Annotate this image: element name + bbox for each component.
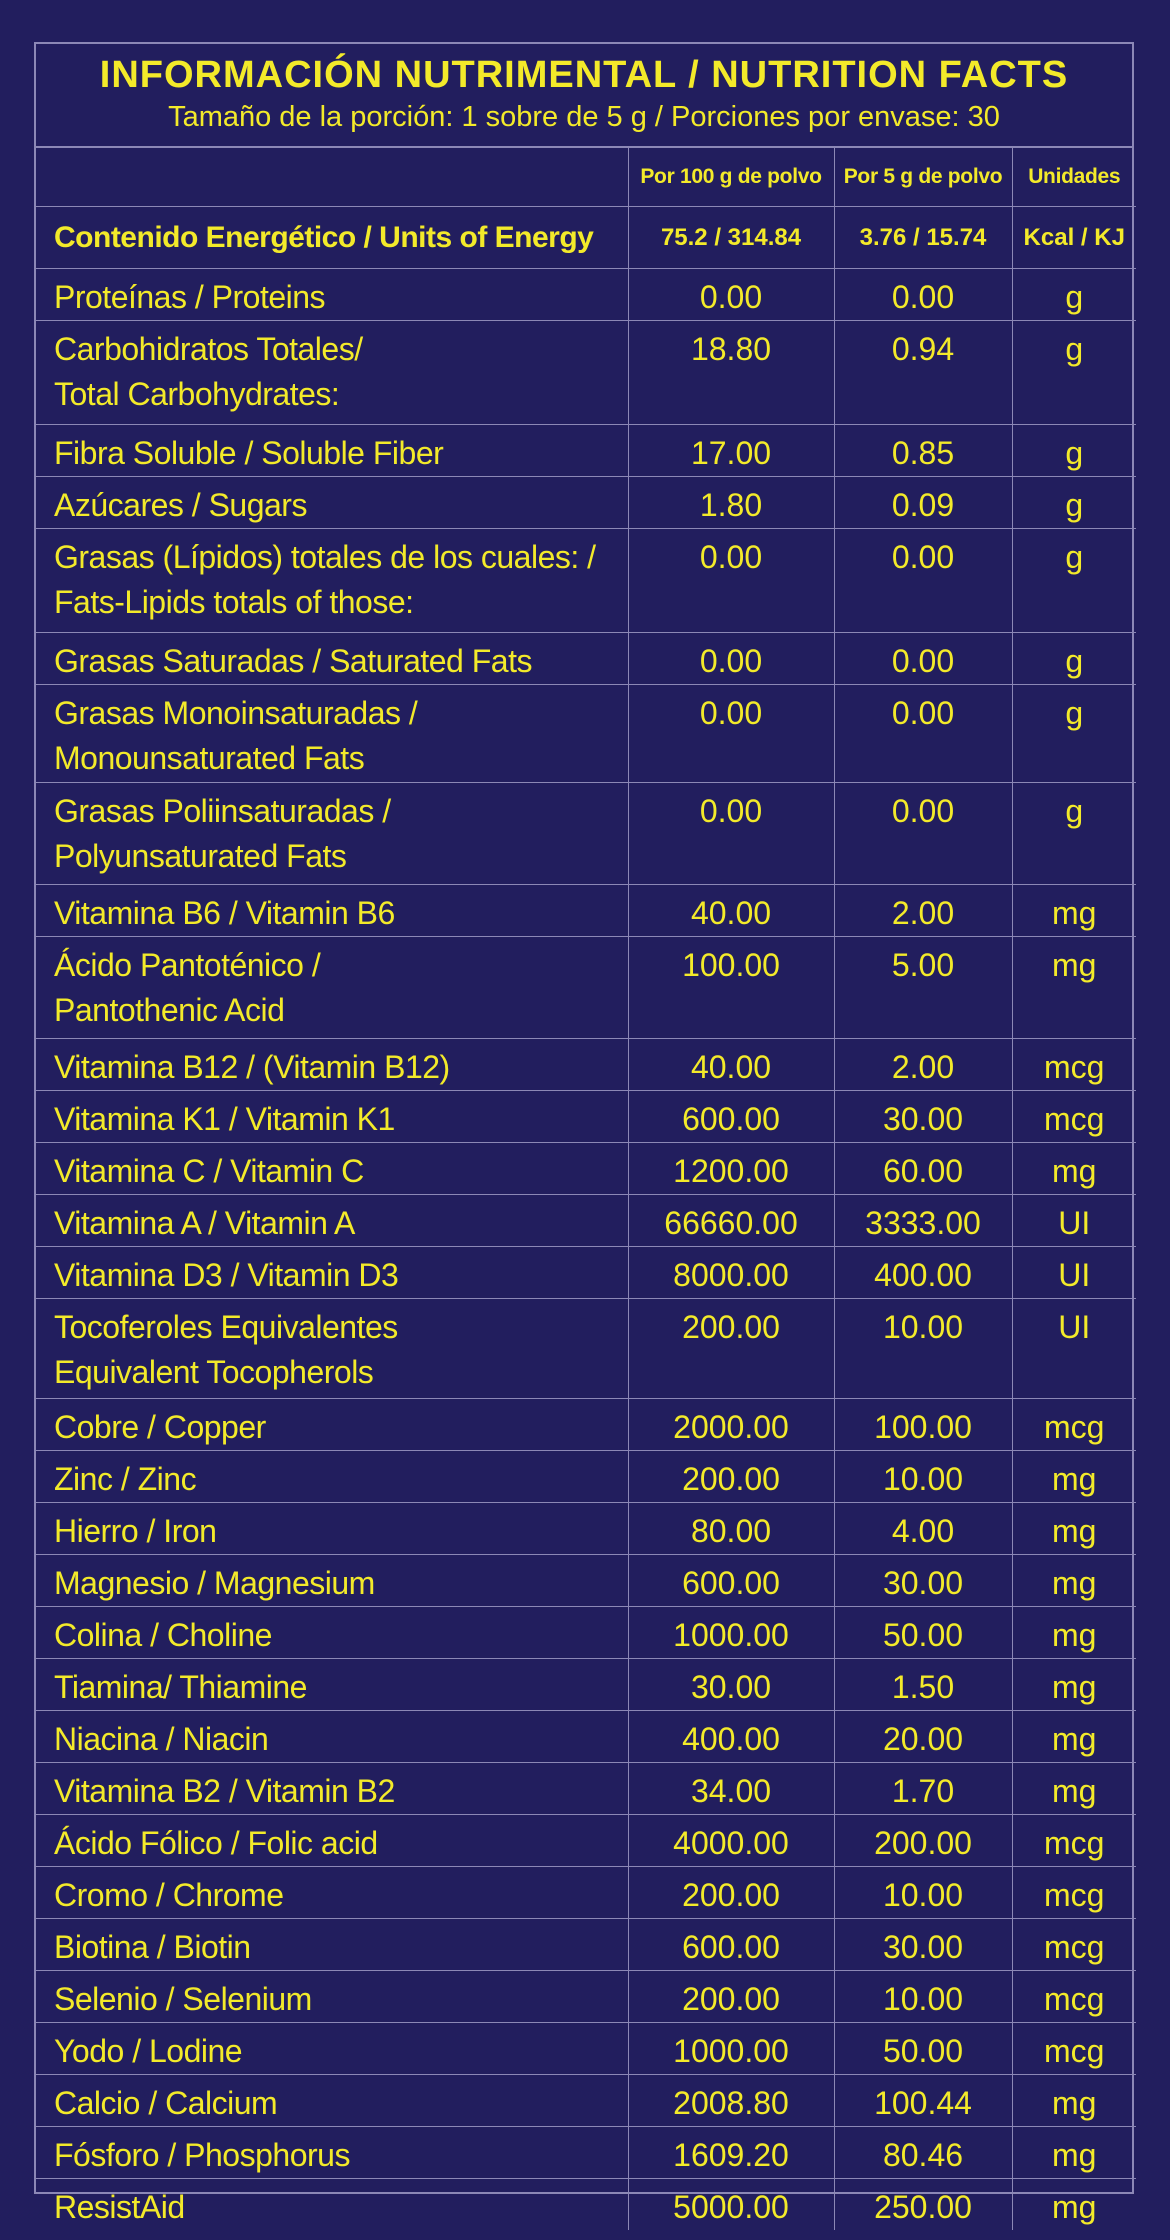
nutrient-label bbox=[36, 320, 628, 424]
column-header-per-5g: Por 5 g de polvo bbox=[834, 148, 1012, 206]
nutrient-label bbox=[36, 1606, 628, 1658]
nutrient-label bbox=[36, 1090, 628, 1142]
nutrient-label-line-1: Vitamina B2 / Vitamin B2 bbox=[54, 1772, 395, 1809]
value-per-5g: 30.00 bbox=[834, 1090, 1012, 1142]
nutrient-row bbox=[36, 684, 1136, 782]
nutrient-label-line-2: Equivalent Tocopherols bbox=[54, 1353, 374, 1390]
nutrient-label-line-1: Grasas Saturadas / Saturated Fats bbox=[54, 642, 532, 679]
value-per-5g: 30.00 bbox=[834, 1554, 1012, 1606]
nutrient-label-line-1: Ácido Fólico / Folic acid bbox=[54, 1824, 378, 1861]
value-unit: mg bbox=[1012, 1554, 1136, 1606]
nutrient-label bbox=[36, 2074, 628, 2126]
nutrient-row bbox=[36, 782, 1136, 884]
value-per-100g: 1200.00 bbox=[628, 1142, 834, 1194]
nutrient-row bbox=[36, 1762, 1136, 1814]
value-per-5g: 50.00 bbox=[834, 2022, 1012, 2074]
nutrient-label bbox=[36, 528, 628, 632]
nutrient-label-line-1: Vitamina K1 / Vitamin K1 bbox=[54, 1100, 395, 1137]
value-unit: g bbox=[1012, 476, 1136, 528]
value-per-5g: 200.00 bbox=[834, 1814, 1012, 1866]
nutrient-label-line-1: Colina / Choline bbox=[54, 1616, 272, 1653]
nutrient-row bbox=[36, 1554, 1136, 1606]
nutrient-row bbox=[36, 1298, 1136, 1398]
nutrient-label bbox=[36, 1502, 628, 1554]
nutrient-label bbox=[36, 782, 628, 884]
serving-info: Tamaño de la porción: 1 sobre de 5 g / Porciones por envase: 30 bbox=[168, 101, 1000, 133]
page-title: INFORMACIÓN NUTRIMENTAL / NUTRITION FACTS bbox=[99, 54, 1069, 96]
value-unit: mcg bbox=[1012, 1866, 1136, 1918]
nutrition-header bbox=[36, 44, 1132, 148]
value-unit: mg bbox=[1012, 2178, 1136, 2230]
value-per-5g: 10.00 bbox=[834, 1298, 1012, 1398]
nutrient-label bbox=[36, 1814, 628, 1866]
nutrient-label-line-1: Yodo / Lodine bbox=[54, 2032, 243, 2069]
value-per-100g: 5000.00 bbox=[628, 2178, 834, 2230]
value-unit: mg bbox=[1012, 1450, 1136, 1502]
value-per-5g: 0.00 bbox=[834, 268, 1012, 320]
nutrient-label-line-1: Niacina / Niacin bbox=[54, 1720, 269, 1757]
column-header-row bbox=[36, 148, 1136, 206]
nutrient-row bbox=[36, 1502, 1136, 1554]
value-unit: g bbox=[1012, 684, 1136, 782]
value-per-100g: 600.00 bbox=[628, 1554, 834, 1606]
value-per-5g: 1.50 bbox=[834, 1658, 1012, 1710]
value-per-5g: 0.85 bbox=[834, 424, 1012, 476]
nutrient-label-line-1: Biotina / Biotin bbox=[54, 1928, 251, 1965]
nutrient-label bbox=[36, 1762, 628, 1814]
value-per-100g: 2008.80 bbox=[628, 2074, 834, 2126]
nutrient-label bbox=[36, 2022, 628, 2074]
value-unit: g bbox=[1012, 782, 1136, 884]
value-per-5g: 100.44 bbox=[834, 2074, 1012, 2126]
nutrient-label bbox=[36, 1450, 628, 1502]
nutrient-label-line-1: Fósforo / Phosphorus bbox=[54, 2136, 350, 2173]
nutrition-table bbox=[36, 148, 1136, 2230]
energy-per-100g: 75.2 / 314.84 bbox=[628, 206, 834, 268]
value-per-100g: 0.00 bbox=[628, 528, 834, 632]
value-per-100g: 30.00 bbox=[628, 1658, 834, 1710]
nutrient-label-line-1: Grasas (Lípidos) totales de los cuales: / bbox=[54, 538, 596, 575]
nutrient-label bbox=[36, 684, 628, 782]
nutrient-label-line-1: Zinc / Zinc bbox=[54, 1460, 197, 1497]
value-per-5g: 20.00 bbox=[834, 1710, 1012, 1762]
nutrient-label-line-2: Monounsaturated Fats bbox=[54, 739, 365, 776]
nutrient-row bbox=[36, 1606, 1136, 1658]
value-per-5g: 4.00 bbox=[834, 1502, 1012, 1554]
value-per-100g: 200.00 bbox=[628, 1866, 834, 1918]
nutrient-row bbox=[36, 884, 1136, 936]
nutrient-label-line-1: Vitamina D3 / Vitamin D3 bbox=[54, 1256, 399, 1293]
nutrient-row bbox=[36, 268, 1136, 320]
value-unit: g bbox=[1012, 320, 1136, 424]
value-unit: g bbox=[1012, 632, 1136, 684]
nutrient-label-line-1: Tiamina/ Thiamine bbox=[54, 1668, 307, 1705]
nutrient-row bbox=[36, 1970, 1136, 2022]
value-unit: UI bbox=[1012, 1246, 1136, 1298]
value-unit: mg bbox=[1012, 1762, 1136, 1814]
nutrient-row bbox=[36, 320, 1136, 424]
nutrient-label bbox=[36, 1658, 628, 1710]
nutrient-row bbox=[36, 1658, 1136, 1710]
nutrient-label-line-1: Hierro / Iron bbox=[54, 1512, 217, 1549]
nutrient-label bbox=[36, 884, 628, 936]
nutrient-label bbox=[36, 1298, 628, 1398]
nutrient-row bbox=[36, 2126, 1136, 2178]
nutrient-label bbox=[36, 1554, 628, 1606]
nutrient-row bbox=[36, 476, 1136, 528]
value-per-5g: 2.00 bbox=[834, 884, 1012, 936]
value-per-100g: 34.00 bbox=[628, 1762, 834, 1814]
nutrient-row bbox=[36, 1038, 1136, 1090]
value-per-100g: 0.00 bbox=[628, 268, 834, 320]
nutrient-label-line-1: ResistAid bbox=[54, 2188, 185, 2225]
nutrient-row bbox=[36, 2022, 1136, 2074]
nutrient-label-line-2: Pantothenic Acid bbox=[54, 991, 285, 1028]
value-per-100g: 80.00 bbox=[628, 1502, 834, 1554]
nutrient-label-line-1: Vitamina A / Vitamin A bbox=[54, 1204, 355, 1241]
nutrient-label bbox=[36, 424, 628, 476]
nutrient-label bbox=[36, 2126, 628, 2178]
energy-label: Contenido Energético / Units of Energy bbox=[36, 206, 628, 268]
nutrient-label bbox=[36, 1918, 628, 1970]
nutrient-label bbox=[36, 476, 628, 528]
nutrient-row bbox=[36, 1866, 1136, 1918]
nutrient-label bbox=[36, 268, 628, 320]
nutrient-row bbox=[36, 1450, 1136, 1502]
energy-row bbox=[36, 206, 1136, 268]
nutrient-label bbox=[36, 1142, 628, 1194]
nutrient-label bbox=[36, 936, 628, 1038]
value-unit: mcg bbox=[1012, 1918, 1136, 1970]
nutrient-row bbox=[36, 2074, 1136, 2126]
value-per-5g: 30.00 bbox=[834, 1918, 1012, 1970]
nutrient-label-line-1: Selenio / Selenium bbox=[54, 1980, 312, 2017]
value-per-5g: 60.00 bbox=[834, 1142, 1012, 1194]
value-per-5g: 50.00 bbox=[834, 1606, 1012, 1658]
nutrient-label-line-1: Magnesio / Magnesium bbox=[54, 1564, 375, 1601]
nutrient-row bbox=[36, 1246, 1136, 1298]
nutrient-row bbox=[36, 2178, 1136, 2230]
energy-per-5g: 3.76 / 15.74 bbox=[834, 206, 1012, 268]
nutrient-label bbox=[36, 1866, 628, 1918]
nutrient-row bbox=[36, 936, 1136, 1038]
value-per-5g: 0.00 bbox=[834, 782, 1012, 884]
nutrient-row bbox=[36, 1814, 1136, 1866]
nutrient-label bbox=[36, 2178, 628, 2230]
value-unit: mcg bbox=[1012, 1398, 1136, 1450]
value-per-5g: 1.70 bbox=[834, 1762, 1012, 1814]
nutrient-row bbox=[36, 528, 1136, 632]
value-unit: UI bbox=[1012, 1298, 1136, 1398]
nutrition-table-body bbox=[36, 148, 1136, 2230]
value-per-100g: 600.00 bbox=[628, 1090, 834, 1142]
value-unit: mcg bbox=[1012, 2022, 1136, 2074]
value-unit: UI bbox=[1012, 1194, 1136, 1246]
nutrient-label-line-2: Polyunsaturated Fats bbox=[54, 837, 347, 874]
value-per-5g: 10.00 bbox=[834, 1970, 1012, 2022]
value-unit: g bbox=[1012, 528, 1136, 632]
value-unit: g bbox=[1012, 268, 1136, 320]
nutrient-label-line-1: Grasas Monoinsaturadas / bbox=[54, 694, 418, 731]
value-per-5g: 2.00 bbox=[834, 1038, 1012, 1090]
nutrient-label bbox=[36, 1194, 628, 1246]
value-per-5g: 10.00 bbox=[834, 1866, 1012, 1918]
nutrient-label-line-1: Tocoferoles Equivalentes bbox=[54, 1308, 398, 1345]
value-per-100g: 2000.00 bbox=[628, 1398, 834, 1450]
value-per-100g: 100.00 bbox=[628, 936, 834, 1038]
value-per-5g: 0.00 bbox=[834, 684, 1012, 782]
nutrient-label-line-1: Cromo / Chrome bbox=[54, 1876, 284, 1913]
value-per-100g: 1000.00 bbox=[628, 1606, 834, 1658]
nutrient-label-line-1: Azúcares / Sugars bbox=[54, 486, 307, 523]
value-per-5g: 400.00 bbox=[834, 1246, 1012, 1298]
value-unit: mg bbox=[1012, 2074, 1136, 2126]
value-per-100g: 400.00 bbox=[628, 1710, 834, 1762]
value-per-5g: 250.00 bbox=[834, 2178, 1012, 2230]
value-per-100g: 1.80 bbox=[628, 476, 834, 528]
nutrient-row bbox=[36, 1194, 1136, 1246]
value-unit: mg bbox=[1012, 1658, 1136, 1710]
nutrient-label-line-1: Vitamina B12 / (Vitamin B12) bbox=[54, 1048, 450, 1085]
nutrient-label bbox=[36, 632, 628, 684]
column-header-per-100g: Por 100 g de polvo bbox=[628, 148, 834, 206]
value-per-100g: 600.00 bbox=[628, 1918, 834, 1970]
nutrient-label-line-1: Vitamina B6 / Vitamin B6 bbox=[54, 894, 395, 931]
nutrient-label-line-1: Grasas Poliinsaturadas / bbox=[54, 792, 391, 829]
column-header-units: Unidades bbox=[1012, 148, 1136, 206]
value-unit: mg bbox=[1012, 1606, 1136, 1658]
nutrient-label-line-1: Carbohidratos Totales/ bbox=[54, 330, 363, 367]
value-per-100g: 40.00 bbox=[628, 1038, 834, 1090]
nutrient-label-line-1: Fibra Soluble / Soluble Fiber bbox=[54, 434, 444, 471]
nutrient-label bbox=[36, 1398, 628, 1450]
value-unit: mg bbox=[1012, 884, 1136, 936]
value-per-100g: 66660.00 bbox=[628, 1194, 834, 1246]
value-per-100g: 0.00 bbox=[628, 782, 834, 884]
energy-unit: Kcal / KJ bbox=[1012, 206, 1136, 268]
nutrient-label bbox=[36, 1246, 628, 1298]
value-per-100g: 200.00 bbox=[628, 1298, 834, 1398]
value-per-5g: 80.46 bbox=[834, 2126, 1012, 2178]
value-per-5g: 10.00 bbox=[834, 1450, 1012, 1502]
nutrient-row bbox=[36, 1398, 1136, 1450]
value-per-5g: 0.00 bbox=[834, 632, 1012, 684]
nutrient-row bbox=[36, 1142, 1136, 1194]
value-unit: mcg bbox=[1012, 1038, 1136, 1090]
value-per-100g: 200.00 bbox=[628, 1450, 834, 1502]
nutrient-row bbox=[36, 1918, 1136, 1970]
value-unit: mg bbox=[1012, 2126, 1136, 2178]
nutrient-row bbox=[36, 1090, 1136, 1142]
nutrient-label-line-2: Total Carbohydrates: bbox=[54, 375, 340, 412]
value-unit: mg bbox=[1012, 1142, 1136, 1194]
nutrient-row bbox=[36, 424, 1136, 476]
nutrient-label-line-1: Vitamina C / Vitamin C bbox=[54, 1152, 364, 1189]
value-unit: mg bbox=[1012, 1502, 1136, 1554]
value-per-5g: 5.00 bbox=[834, 936, 1012, 1038]
value-per-100g: 18.80 bbox=[628, 320, 834, 424]
nutrient-row bbox=[36, 1710, 1136, 1762]
value-unit: mcg bbox=[1012, 1970, 1136, 2022]
value-unit: mg bbox=[1012, 936, 1136, 1038]
nutrient-label-line-1: Ácido Pantoténico / bbox=[54, 946, 321, 983]
value-per-5g: 3333.00 bbox=[834, 1194, 1012, 1246]
value-per-100g: 1609.20 bbox=[628, 2126, 834, 2178]
value-per-5g: 0.09 bbox=[834, 476, 1012, 528]
value-per-5g: 0.00 bbox=[834, 528, 1012, 632]
value-per-100g: 0.00 bbox=[628, 632, 834, 684]
value-unit: mcg bbox=[1012, 1090, 1136, 1142]
nutrient-label-line-1: Cobre / Copper bbox=[54, 1408, 266, 1445]
value-unit: g bbox=[1012, 424, 1136, 476]
value-per-100g: 17.00 bbox=[628, 424, 834, 476]
nutrient-label bbox=[36, 1970, 628, 2022]
nutrient-label bbox=[36, 1038, 628, 1090]
value-unit: mcg bbox=[1012, 1814, 1136, 1866]
value-per-100g: 4000.00 bbox=[628, 1814, 834, 1866]
value-per-100g: 1000.00 bbox=[628, 2022, 834, 2074]
nutrient-label-line-2: Fats-Lipids totals of those: bbox=[54, 583, 414, 620]
nutrient-label-line-1: Proteínas / Proteins bbox=[54, 278, 326, 315]
nutrient-label-line-1: Calcio / Calcium bbox=[54, 2084, 278, 2121]
nutrition-facts-panel bbox=[34, 42, 1134, 2225]
nutrient-row bbox=[36, 632, 1136, 684]
value-per-100g: 0.00 bbox=[628, 684, 834, 782]
value-per-100g: 8000.00 bbox=[628, 1246, 834, 1298]
value-unit: mg bbox=[1012, 1710, 1136, 1762]
value-per-100g: 40.00 bbox=[628, 884, 834, 936]
nutrient-label bbox=[36, 1710, 628, 1762]
column-header-blank bbox=[36, 148, 628, 206]
value-per-5g: 100.00 bbox=[834, 1398, 1012, 1450]
value-per-5g: 0.94 bbox=[834, 320, 1012, 424]
value-per-100g: 200.00 bbox=[628, 1970, 834, 2022]
